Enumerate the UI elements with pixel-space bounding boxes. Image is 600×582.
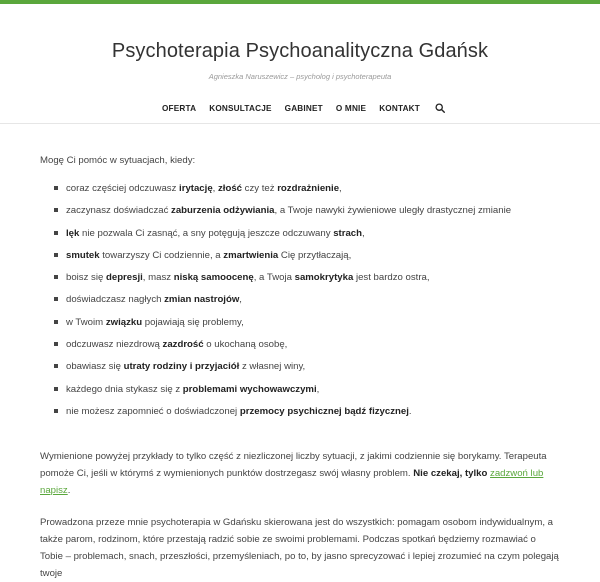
intro-text: Mogę Ci pomóc w sytuacjach, kiedy:: [40, 155, 196, 166]
list-item-keyword: irytację: [179, 183, 213, 194]
search-icon[interactable]: [435, 103, 445, 113]
list-item-keyword: smutek: [66, 249, 100, 261]
list-item-text: odczuwasz niezdrową: [66, 339, 163, 351]
list-item-text: jest bardzo ostra,: [353, 272, 430, 284]
list-item-text: towarzyszy Ci codziennie, a: [99, 249, 224, 261]
list-item: [54, 249, 511, 271]
list-item-text: boisz się: [66, 272, 106, 284]
list-item-text: czy też: [242, 183, 278, 194]
list-item-text: coraz częściej odczuwasz: [66, 183, 180, 194]
nav-item-konsultacje[interactable]: KONSULTACJE: [209, 103, 272, 113]
list-item-text: każdego dnia stykasz się z: [66, 383, 183, 395]
list-item: [54, 338, 511, 360]
list-item-keyword: zazdrość: [162, 339, 204, 351]
site-header: [0, 4, 600, 124]
list-item-keyword: przemocy psychicznej bądź fizycznej: [239, 405, 409, 417]
list-item-text: w Twoim: [66, 316, 106, 328]
list-item: [54, 293, 511, 315]
nav-item-gabinet[interactable]: GABINET: [284, 103, 323, 113]
list-item-text: .: [408, 405, 412, 417]
list-item: [54, 204, 511, 226]
list-item-keyword: strach: [333, 227, 362, 239]
list-item-keyword: zaburzenia odżywiania: [171, 205, 275, 217]
list-item-text: Cię przytłaczają,: [278, 249, 352, 261]
list-item-keyword: lęk: [66, 227, 80, 239]
site-description: Agnieszka Naruszewicz – psycholog i psychoterapeuta: [208, 72, 392, 81]
list-item-keyword: problemami wychowawczymi: [182, 383, 317, 395]
list-item-keyword: niską samoocenę: [173, 272, 254, 284]
list-item-text: ,: [239, 294, 242, 306]
list-item-keyword: złość: [218, 183, 242, 194]
list-item-keyword: utraty rodziny i przyjaciół: [123, 361, 240, 373]
list-item: [54, 316, 511, 338]
list-item: [54, 182, 511, 204]
list-item-keyword: związku: [105, 316, 143, 328]
list-item-text: pojawiają się problemy,: [142, 316, 244, 328]
list-item-text: ,: [339, 183, 342, 194]
list-item-text: , a Twoja: [253, 272, 295, 284]
paragraph-examples-text: Wymienione powyżej przykłady to tylko część z niezliczonej liczby sytuacji, z jakimi codziennie się borykamy. Terapeuta pomoże Ci, jeśli w którymś z wymienionych punktów dostrzegasz swój własny problem.: [40, 451, 547, 479]
list-item-text: obawiasz się: [66, 361, 124, 373]
paragraph-end: .: [67, 485, 71, 496]
nav-item-o-mnie[interactable]: O MNIE: [335, 103, 367, 113]
list-item: [54, 227, 511, 249]
list-item-keyword: rozdrażnienie: [277, 183, 340, 194]
list-item-text: ,: [212, 183, 218, 194]
list-item-text: doświadczasz nagłych: [66, 294, 165, 306]
list-item-text: ,: [361, 227, 365, 239]
list-item: [54, 383, 511, 405]
nav-item-oferta[interactable]: OFERTA: [161, 103, 197, 113]
list-item-text: nie możesz zapomnieć o doświadczonej: [66, 405, 240, 417]
list-item: [54, 360, 511, 382]
list-item-keyword: zmartwienia: [223, 249, 279, 261]
list-item-keyword: samokrytyka: [294, 272, 354, 284]
list-item-text: nie pozwala Ci zasnąć, a sny potęgują jeszcze odczuwany: [79, 227, 334, 239]
nav-item-kontakt[interactable]: KONTAKT: [379, 103, 421, 113]
list-item-text: o ukochaną osobę,: [203, 339, 288, 351]
main-navigation: [0, 100, 600, 116]
list-item-text: , a Twoje nawyki żywieniowe uległy drastycznej zmianie: [274, 205, 512, 217]
list-item-text: , masz: [142, 272, 174, 284]
list-item-text: zaczynasz doświadczać: [66, 205, 172, 217]
list-item-keyword: zmian nastrojów: [164, 294, 240, 306]
call-to-action-bold: Nie czekaj, tylko: [413, 468, 488, 479]
situations-list: [54, 182, 511, 427]
list-item-text: ,: [316, 383, 320, 395]
list-item-text: z własnej winy,: [239, 361, 306, 373]
list-item: [54, 405, 511, 427]
list-item: [54, 271, 511, 293]
list-item-keyword: depresji: [106, 272, 143, 284]
site-title[interactable]: Psychoterapia Psychoanalityczna Gdańsk: [111, 40, 489, 62]
paragraph-examples: [40, 448, 560, 499]
contact-link[interactable]: zadzwoń lub napisz: [40, 468, 544, 496]
paragraph-psychotherapy: Prowadzona przeze mnie psychoterapia w Gdańsku skierowana jest do wszystkich: pomagam osobom indywidualnym, a także parom, rodzinom, które przestają radzić sobie ze swoimi problemami. Podczas spotkań będziemy rozmawiać o Tobie – problemach, snach, przeszłości, przemyśleniach, po to, by jasno sprecyzować i lepiej zrozumieć na czym polegają twoje: [40, 517, 559, 579]
